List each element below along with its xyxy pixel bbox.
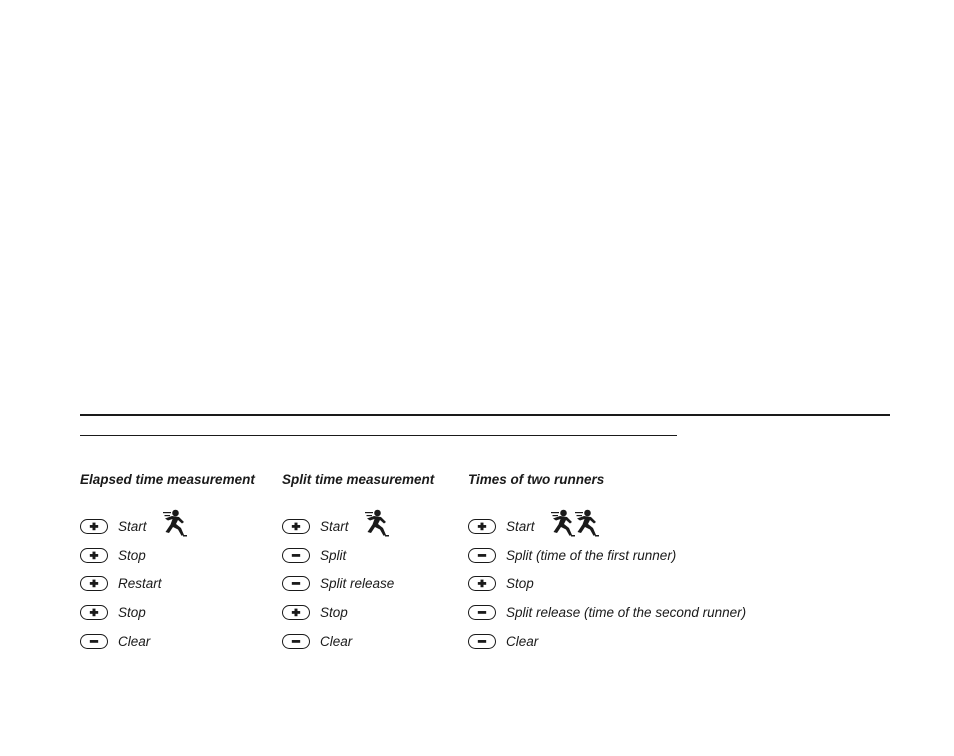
step-row [282,570,434,599]
plus-button-icon [468,576,496,591]
two-runners-column [468,470,746,656]
minus-button-icon [468,605,496,620]
step-label: Stop [320,605,348,621]
runner-icon [162,508,192,538]
elapsed-time-column [80,470,255,656]
step-label: Restart [118,576,162,592]
plus-button-icon [80,519,108,534]
plus-button-icon [80,548,108,563]
section-rule-thick [80,414,890,416]
minus-button-icon [282,634,310,649]
step-row [80,512,255,541]
step-label: Clear [506,634,539,650]
step-row [468,541,746,570]
split-time-column [282,470,434,656]
minus-button-icon [468,548,496,563]
column-title: Split time measurement [282,472,435,487]
step-label: Split [320,547,347,563]
plus-button-icon [282,519,310,534]
step-row [282,541,434,570]
column-title: Times of two runners [468,472,605,487]
step-row [282,627,434,656]
minus-button-icon [468,634,496,649]
step-row [468,627,746,656]
plus-button-icon [468,519,496,534]
step-label: Start [118,518,147,534]
step-label: Start [320,518,349,534]
step-label: Start [506,518,535,534]
plus-button-icon [80,605,108,620]
step-label: Split release (time of the second runner) [506,605,747,621]
step-row [80,627,255,656]
step-row [468,598,746,627]
minus-button-icon [282,548,310,563]
step-label: Clear [118,634,151,650]
step-label: Stop [118,547,146,563]
step-row [468,570,746,599]
runner-icon [364,508,394,538]
step-row [80,598,255,627]
step-row [468,512,746,541]
step-row [80,570,255,599]
step-label: Clear [320,634,353,650]
step-row [282,512,434,541]
minus-button-icon [282,576,310,591]
two-runners-icon [550,508,606,538]
step-row [80,541,255,570]
plus-button-icon [80,576,108,591]
column-title: Elapsed time measurement [80,472,255,487]
step-label: Stop [506,576,534,592]
step-label: Stop [118,605,146,621]
plus-button-icon [282,605,310,620]
step-label: Split release [320,576,395,592]
section-rule-thin [80,435,677,436]
step-row [282,598,434,627]
step-label: Split (time of the first runner) [506,547,677,563]
minus-button-icon [80,634,108,649]
